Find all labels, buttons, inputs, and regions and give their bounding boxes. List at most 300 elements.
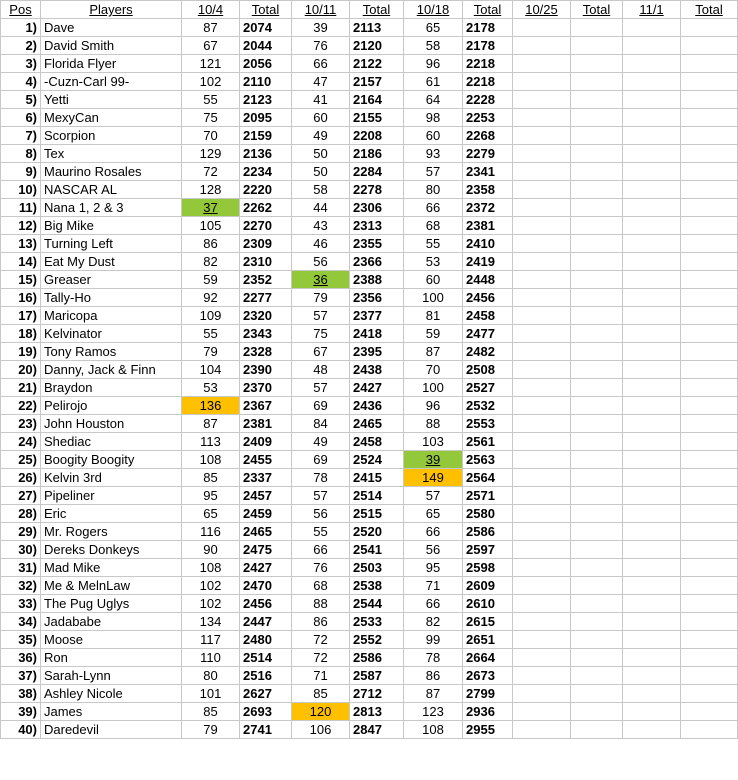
score-cell-week-4[interactable] [513,721,571,739]
total-cell-week-4[interactable] [571,487,623,505]
pos-cell[interactable] [1,433,41,451]
score-cell-week-1[interactable] [182,685,240,703]
score-cell-week-5[interactable] [623,181,681,199]
total-cell-week-2[interactable] [350,559,404,577]
total-cell-week-2[interactable] [350,613,404,631]
total-cell-week-3[interactable] [463,235,513,253]
score-cell-week-5[interactable] [623,55,681,73]
score-cell-week-2[interactable] [292,343,350,361]
score-cell-week-2[interactable] [292,163,350,181]
total-cell-week-5[interactable] [681,487,738,505]
total-cell-week-2[interactable] [350,91,404,109]
total-cell-week-1[interactable] [240,667,292,685]
score-cell-week-4[interactable] [513,703,571,721]
pos-cell[interactable] [1,577,41,595]
score-cell-week-3[interactable] [404,199,463,217]
score-cell-week-1[interactable] [182,235,240,253]
player-name-cell[interactable] [41,19,182,37]
score-cell-week-4[interactable] [513,163,571,181]
total-cell-week-1[interactable] [240,253,292,271]
total-cell-week-4[interactable] [571,451,623,469]
total-cell-week-4[interactable] [571,379,623,397]
score-cell-week-3[interactable] [404,505,463,523]
total-cell-week-3[interactable] [463,37,513,55]
score-cell-week-3[interactable] [404,523,463,541]
score-cell-week-1[interactable] [182,145,240,163]
player-name-cell[interactable] [41,109,182,127]
player-name-cell[interactable] [41,469,182,487]
total-cell-week-3[interactable] [463,577,513,595]
total-cell-week-1[interactable] [240,613,292,631]
total-cell-week-2[interactable] [350,127,404,145]
score-cell-week-4[interactable] [513,559,571,577]
total-cell-week-2[interactable] [350,361,404,379]
score-cell-week-4[interactable] [513,415,571,433]
score-cell-week-2[interactable] [292,37,350,55]
total-cell-week-4[interactable] [571,415,623,433]
total-cell-week-3[interactable] [463,163,513,181]
player-name-cell[interactable] [41,559,182,577]
total-cell-week-2[interactable] [350,55,404,73]
pos-cell[interactable] [1,685,41,703]
player-name-cell[interactable] [41,451,182,469]
score-cell-week-2[interactable] [292,217,350,235]
score-cell-week-1[interactable] [182,127,240,145]
total-cell-week-3[interactable] [463,505,513,523]
total-cell-week-1[interactable] [240,217,292,235]
pos-cell[interactable] [1,325,41,343]
total-cell-week-5[interactable] [681,721,738,739]
total-cell-week-4[interactable] [571,127,623,145]
score-cell-week-4[interactable] [513,451,571,469]
score-cell-week-5[interactable] [623,649,681,667]
pos-cell[interactable] [1,19,41,37]
score-cell-week-5[interactable] [623,415,681,433]
score-cell-week-2[interactable] [292,505,350,523]
score-cell-week-4[interactable] [513,505,571,523]
score-cell-week-2[interactable] [292,559,350,577]
score-cell-week-1[interactable] [182,379,240,397]
score-cell-week-3[interactable] [404,379,463,397]
score-cell-week-1[interactable] [182,163,240,181]
total-cell-week-2[interactable] [350,37,404,55]
header-week-4[interactable]: 10/25 [513,1,571,19]
score-cell-week-4[interactable] [513,361,571,379]
total-cell-week-2[interactable] [350,595,404,613]
pos-cell[interactable] [1,55,41,73]
score-cell-week-4[interactable] [513,199,571,217]
player-name-cell[interactable] [41,271,182,289]
total-cell-week-4[interactable] [571,253,623,271]
total-cell-week-5[interactable] [681,361,738,379]
score-cell-week-5[interactable] [623,703,681,721]
pos-cell[interactable] [1,199,41,217]
score-cell-week-3[interactable] [404,361,463,379]
total-cell-week-2[interactable] [350,307,404,325]
total-cell-week-5[interactable] [681,559,738,577]
total-cell-week-1[interactable] [240,145,292,163]
score-cell-week-5[interactable] [623,325,681,343]
score-cell-week-1[interactable] [182,397,240,415]
score-cell-week-5[interactable] [623,127,681,145]
score-cell-week-4[interactable] [513,469,571,487]
pos-cell[interactable] [1,415,41,433]
score-cell-week-4[interactable] [513,217,571,235]
total-cell-week-2[interactable] [350,685,404,703]
score-cell-week-2[interactable] [292,685,350,703]
score-cell-week-1[interactable] [182,109,240,127]
score-cell-week-2[interactable] [292,109,350,127]
total-cell-week-3[interactable] [463,343,513,361]
total-cell-week-2[interactable] [350,163,404,181]
total-cell-week-2[interactable] [350,397,404,415]
total-cell-week-1[interactable] [240,73,292,91]
total-cell-week-5[interactable] [681,685,738,703]
score-cell-week-1[interactable] [182,721,240,739]
score-cell-week-5[interactable] [623,721,681,739]
score-cell-week-1[interactable] [182,199,240,217]
score-cell-week-1[interactable] [182,703,240,721]
score-cell-week-5[interactable] [623,433,681,451]
total-cell-week-2[interactable] [350,325,404,343]
score-cell-week-4[interactable] [513,145,571,163]
total-cell-week-3[interactable] [463,559,513,577]
total-cell-week-3[interactable] [463,73,513,91]
header-week-2[interactable]: 10/11 [292,1,350,19]
score-cell-week-3[interactable] [404,217,463,235]
player-name-cell[interactable] [41,397,182,415]
player-name-cell[interactable] [41,163,182,181]
total-cell-week-5[interactable] [681,397,738,415]
pos-cell[interactable] [1,361,41,379]
pos-cell[interactable] [1,631,41,649]
total-cell-week-5[interactable] [681,649,738,667]
pos-cell[interactable] [1,37,41,55]
total-cell-week-5[interactable] [681,703,738,721]
score-cell-week-3[interactable] [404,325,463,343]
score-cell-week-1[interactable] [182,37,240,55]
score-cell-week-2[interactable] [292,649,350,667]
score-cell-week-4[interactable] [513,379,571,397]
total-cell-week-2[interactable] [350,73,404,91]
player-name-cell[interactable] [41,289,182,307]
total-cell-week-1[interactable] [240,505,292,523]
score-cell-week-4[interactable] [513,595,571,613]
score-cell-week-4[interactable] [513,91,571,109]
score-cell-week-3[interactable] [404,577,463,595]
player-name-cell[interactable] [41,307,182,325]
score-cell-week-3[interactable] [404,289,463,307]
score-cell-week-1[interactable] [182,613,240,631]
total-cell-week-3[interactable] [463,127,513,145]
score-cell-week-5[interactable] [623,235,681,253]
player-name-cell[interactable] [41,415,182,433]
total-cell-week-1[interactable] [240,451,292,469]
total-cell-week-4[interactable] [571,613,623,631]
total-cell-week-1[interactable] [240,109,292,127]
score-cell-week-1[interactable] [182,469,240,487]
total-cell-week-3[interactable] [463,271,513,289]
score-cell-week-2[interactable] [292,469,350,487]
score-cell-week-4[interactable] [513,523,571,541]
score-cell-week-2[interactable] [292,127,350,145]
total-cell-week-4[interactable] [571,91,623,109]
score-cell-week-1[interactable] [182,487,240,505]
total-cell-week-5[interactable] [681,199,738,217]
score-cell-week-5[interactable] [623,523,681,541]
total-cell-week-5[interactable] [681,307,738,325]
score-cell-week-1[interactable] [182,307,240,325]
total-cell-week-1[interactable] [240,595,292,613]
total-cell-week-1[interactable] [240,559,292,577]
score-cell-week-4[interactable] [513,613,571,631]
score-cell-week-5[interactable] [623,145,681,163]
score-cell-week-3[interactable] [404,649,463,667]
score-cell-week-4[interactable] [513,253,571,271]
header-players[interactable]: Players [41,1,182,19]
score-cell-week-1[interactable] [182,433,240,451]
total-cell-week-4[interactable] [571,289,623,307]
total-cell-week-3[interactable] [463,433,513,451]
total-cell-week-4[interactable] [571,541,623,559]
header-week-3[interactable]: 10/18 [404,1,463,19]
total-cell-week-5[interactable] [681,415,738,433]
total-cell-week-3[interactable] [463,217,513,235]
total-cell-week-2[interactable] [350,181,404,199]
score-cell-week-2[interactable] [292,415,350,433]
score-cell-week-1[interactable] [182,631,240,649]
player-name-cell[interactable] [41,577,182,595]
pos-cell[interactable] [1,127,41,145]
score-cell-week-2[interactable] [292,487,350,505]
score-cell-week-5[interactable] [623,487,681,505]
header-total-4[interactable]: Total [571,1,623,19]
total-cell-week-5[interactable] [681,595,738,613]
score-cell-week-3[interactable] [404,181,463,199]
pos-cell[interactable] [1,505,41,523]
score-cell-week-2[interactable] [292,271,350,289]
total-cell-week-3[interactable] [463,541,513,559]
total-cell-week-1[interactable] [240,181,292,199]
header-total-3[interactable]: Total [463,1,513,19]
total-cell-week-3[interactable] [463,649,513,667]
score-cell-week-5[interactable] [623,541,681,559]
total-cell-week-4[interactable] [571,343,623,361]
player-name-cell[interactable] [41,55,182,73]
score-cell-week-3[interactable] [404,91,463,109]
score-cell-week-2[interactable] [292,19,350,37]
score-cell-week-2[interactable] [292,667,350,685]
score-cell-week-3[interactable] [404,703,463,721]
header-total-5[interactable]: Total [681,1,738,19]
total-cell-week-3[interactable] [463,307,513,325]
total-cell-week-2[interactable] [350,217,404,235]
header-week-5[interactable]: 11/1 [623,1,681,19]
total-cell-week-4[interactable] [571,37,623,55]
total-cell-week-4[interactable] [571,307,623,325]
total-cell-week-4[interactable] [571,109,623,127]
player-name-cell[interactable] [41,523,182,541]
score-cell-week-1[interactable] [182,523,240,541]
total-cell-week-1[interactable] [240,523,292,541]
total-cell-week-5[interactable] [681,181,738,199]
total-cell-week-2[interactable] [350,469,404,487]
total-cell-week-1[interactable] [240,289,292,307]
pos-cell[interactable] [1,721,41,739]
total-cell-week-3[interactable] [463,109,513,127]
total-cell-week-4[interactable] [571,631,623,649]
score-cell-week-5[interactable] [623,289,681,307]
score-cell-week-4[interactable] [513,685,571,703]
score-cell-week-1[interactable] [182,577,240,595]
score-cell-week-1[interactable] [182,559,240,577]
total-cell-week-1[interactable] [240,685,292,703]
total-cell-week-4[interactable] [571,181,623,199]
score-cell-week-1[interactable] [182,451,240,469]
score-cell-week-3[interactable] [404,271,463,289]
header-total-2[interactable]: Total [350,1,404,19]
total-cell-week-5[interactable] [681,541,738,559]
total-cell-week-3[interactable] [463,91,513,109]
header-week-1[interactable]: 10/4 [182,1,240,19]
player-name-cell[interactable] [41,703,182,721]
pos-cell[interactable] [1,163,41,181]
score-cell-week-5[interactable] [623,577,681,595]
total-cell-week-2[interactable] [350,343,404,361]
score-cell-week-1[interactable] [182,217,240,235]
player-name-cell[interactable] [41,379,182,397]
total-cell-week-2[interactable] [350,487,404,505]
score-cell-week-3[interactable] [404,469,463,487]
score-cell-week-5[interactable] [623,163,681,181]
total-cell-week-3[interactable] [463,721,513,739]
total-cell-week-1[interactable] [240,55,292,73]
total-cell-week-3[interactable] [463,487,513,505]
score-cell-week-5[interactable] [623,91,681,109]
total-cell-week-1[interactable] [240,235,292,253]
score-cell-week-5[interactable] [623,37,681,55]
total-cell-week-5[interactable] [681,631,738,649]
total-cell-week-5[interactable] [681,451,738,469]
score-cell-week-4[interactable] [513,487,571,505]
total-cell-week-5[interactable] [681,37,738,55]
score-cell-week-3[interactable] [404,559,463,577]
score-cell-week-1[interactable] [182,73,240,91]
total-cell-week-5[interactable] [681,73,738,91]
total-cell-week-1[interactable] [240,577,292,595]
total-cell-week-3[interactable] [463,685,513,703]
total-cell-week-1[interactable] [240,415,292,433]
total-cell-week-3[interactable] [463,289,513,307]
total-cell-week-1[interactable] [240,487,292,505]
header-total-1[interactable]: Total [240,1,292,19]
score-cell-week-1[interactable] [182,325,240,343]
pos-cell[interactable] [1,343,41,361]
total-cell-week-1[interactable] [240,37,292,55]
score-cell-week-3[interactable] [404,163,463,181]
score-cell-week-3[interactable] [404,541,463,559]
score-cell-week-5[interactable] [623,109,681,127]
total-cell-week-3[interactable] [463,253,513,271]
total-cell-week-4[interactable] [571,217,623,235]
score-cell-week-2[interactable] [292,235,350,253]
score-cell-week-3[interactable] [404,631,463,649]
total-cell-week-3[interactable] [463,667,513,685]
score-cell-week-1[interactable] [182,253,240,271]
score-cell-week-3[interactable] [404,595,463,613]
pos-cell[interactable] [1,613,41,631]
score-cell-week-4[interactable] [513,37,571,55]
total-cell-week-4[interactable] [571,19,623,37]
score-cell-week-4[interactable] [513,19,571,37]
pos-cell[interactable] [1,379,41,397]
score-cell-week-1[interactable] [182,55,240,73]
score-cell-week-3[interactable] [404,451,463,469]
score-cell-week-4[interactable] [513,289,571,307]
total-cell-week-2[interactable] [350,271,404,289]
total-cell-week-4[interactable] [571,271,623,289]
score-cell-week-5[interactable] [623,667,681,685]
total-cell-week-1[interactable] [240,469,292,487]
score-cell-week-2[interactable] [292,721,350,739]
score-cell-week-2[interactable] [292,73,350,91]
score-cell-week-5[interactable] [623,685,681,703]
score-cell-week-3[interactable] [404,307,463,325]
score-cell-week-4[interactable] [513,307,571,325]
total-cell-week-1[interactable] [240,343,292,361]
total-cell-week-3[interactable] [463,469,513,487]
score-cell-week-2[interactable] [292,379,350,397]
player-name-cell[interactable] [41,541,182,559]
score-cell-week-3[interactable] [404,37,463,55]
total-cell-week-5[interactable] [681,469,738,487]
score-cell-week-5[interactable] [623,361,681,379]
total-cell-week-2[interactable] [350,577,404,595]
score-cell-week-5[interactable] [623,505,681,523]
total-cell-week-3[interactable] [463,181,513,199]
score-cell-week-1[interactable] [182,415,240,433]
score-cell-week-5[interactable] [623,631,681,649]
total-cell-week-1[interactable] [240,721,292,739]
score-cell-week-4[interactable] [513,181,571,199]
score-cell-week-1[interactable] [182,649,240,667]
player-name-cell[interactable] [41,631,182,649]
total-cell-week-4[interactable] [571,721,623,739]
total-cell-week-3[interactable] [463,379,513,397]
score-cell-week-4[interactable] [513,433,571,451]
total-cell-week-1[interactable] [240,649,292,667]
total-cell-week-2[interactable] [350,289,404,307]
total-cell-week-3[interactable] [463,451,513,469]
score-cell-week-2[interactable] [292,55,350,73]
total-cell-week-2[interactable] [350,415,404,433]
pos-cell[interactable] [1,109,41,127]
score-cell-week-3[interactable] [404,19,463,37]
score-cell-week-3[interactable] [404,343,463,361]
total-cell-week-1[interactable] [240,19,292,37]
total-cell-week-1[interactable] [240,541,292,559]
total-cell-week-5[interactable] [681,235,738,253]
score-cell-week-5[interactable] [623,379,681,397]
total-cell-week-3[interactable] [463,145,513,163]
score-cell-week-5[interactable] [623,343,681,361]
score-cell-week-3[interactable] [404,73,463,91]
score-cell-week-2[interactable] [292,397,350,415]
score-cell-week-1[interactable] [182,595,240,613]
score-cell-week-3[interactable] [404,667,463,685]
score-cell-week-3[interactable] [404,685,463,703]
score-cell-week-2[interactable] [292,451,350,469]
